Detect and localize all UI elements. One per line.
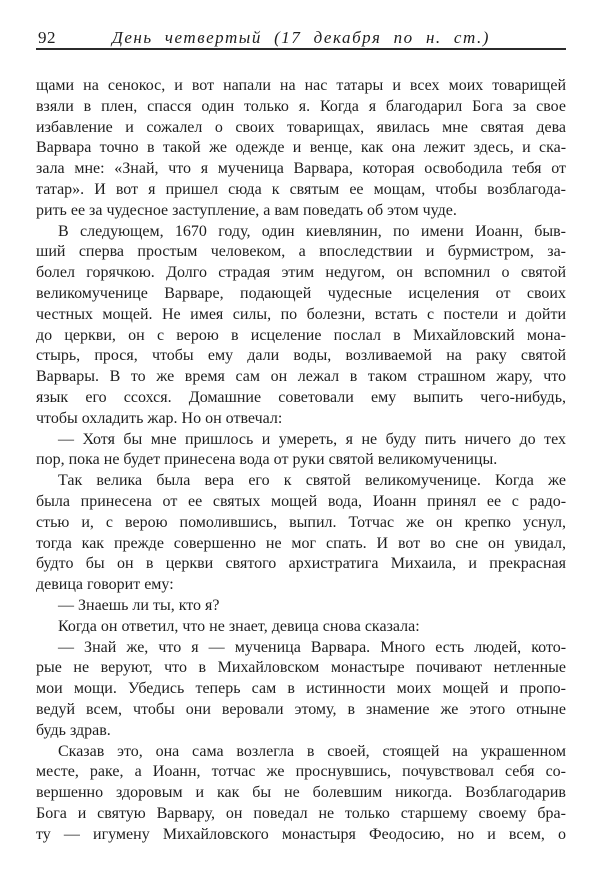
text-line-content: избавление и сожалел о своих товарищах, явилась мне святая дева <box>36 118 567 136</box>
text-line <box>36 554 566 575</box>
text-line-content: тогда как прежде совершенно не мог спать. И вот во сне он увидал, <box>36 534 566 552</box>
text-line <box>36 305 566 326</box>
text-line-content: стырь, прося, чтобы ему дали воды, возливаемой на раку святой <box>36 347 567 365</box>
paragraph <box>36 596 566 617</box>
text-line <box>36 596 566 617</box>
text-line <box>36 617 566 638</box>
text-line-content: до церкви, он с верою в исцеление послал в Михайловский мона- <box>36 326 567 344</box>
text-line <box>36 388 566 409</box>
text-line <box>36 201 566 222</box>
text-line-content: взяли в плен, спасся один только я. Когда я благодарил Бога за свое <box>36 97 566 115</box>
text-line <box>36 242 566 263</box>
text-line-content: ведуй всем, чтобы они веровали этому, в знамение же этого отныне <box>36 700 566 718</box>
text-line-content: Варвары. В то же время сам он лежал в таком страшном жару, что <box>36 368 567 386</box>
text-line-content: — Знай же, что я — мученица Варвара. Много есть людей, кото- <box>58 638 567 656</box>
text-line <box>36 742 566 763</box>
text-line-content: Так велика была вера его к святой великомученице. Когда же <box>58 472 567 490</box>
text-line-content: зала мне: «Знай, что я мученица Варвара, которая освободила тебя от <box>36 160 566 178</box>
text-line-content: вершенно здоровым и как бы не болевшим никогда. Возблагодарив <box>36 784 566 802</box>
text-line <box>36 513 566 534</box>
text-line <box>36 409 566 430</box>
text-line <box>36 658 566 679</box>
paragraph <box>36 617 566 638</box>
text-line <box>36 263 566 284</box>
text-line-content: будь здрав. <box>36 721 111 739</box>
text-line <box>36 97 566 118</box>
text-line-content: месте, раке, а Иоанн, тотчас же проснувшись, почувствовал себя со- <box>36 763 567 781</box>
text-line <box>36 450 566 471</box>
text-line <box>36 326 566 347</box>
text-line-content: татар». И вот я пришел сюда к святым ее мощам, чтобы возблагода- <box>36 180 566 198</box>
text-line <box>36 367 566 388</box>
text-line-content: — Знаешь ли ты, кто я? <box>58 596 220 614</box>
text-line-content: пор, пока не будет принесена вода от руки святой великомученицы. <box>36 451 498 469</box>
text-line-content: великомученице Варваре, подающей чудесные исцеления от своих <box>36 284 566 302</box>
text-line <box>36 783 566 804</box>
paragraph <box>36 471 566 596</box>
text-line-content: будто бы он в церкви святого архистратига Михаила, и прекрасная <box>36 555 566 573</box>
page-number: 92 <box>38 28 56 47</box>
text-line <box>36 679 566 700</box>
page-header <box>36 28 566 47</box>
text-line <box>36 700 566 721</box>
text-line-content: Варвара точно в такой же одежде и венце, как она лежит здесь, и ска- <box>36 139 567 157</box>
text-line-content: В следующем, 1670 году, один киевлянин, по имени Иоанн, быв- <box>58 222 566 240</box>
text-line-content: была принесена от ее святых мощей вода, Иоанн принял ее с радо- <box>36 492 567 510</box>
text-line-content: щами на сенокос, и вот напали на нас татары и всех моих товарищей <box>36 77 567 94</box>
text-line-content: девица говорит ему: <box>36 576 174 594</box>
text-line-content: Когда он ответил, что не знает, девица снова сказала: <box>58 617 420 635</box>
text-line <box>36 430 566 451</box>
text-line-content: Сказав это, она сама возлегла в своей, стоящей на украшенном <box>58 742 566 760</box>
text-line-content: язык его ссохся. Домашние советовали ему выпить чего-нибудь, <box>36 388 566 406</box>
text-line-content: болел горячкою. Долго страдая этим недугом, он вспомнил о святой <box>36 264 567 282</box>
text-line <box>36 721 566 742</box>
text-line <box>36 138 566 159</box>
text-line <box>36 762 566 783</box>
text-line <box>36 284 566 305</box>
paragraph <box>36 430 566 472</box>
paragraph <box>36 222 566 430</box>
text-line-content: рить ее за чудесное заступление, а вам поведать об этом чуде. <box>36 201 457 219</box>
text-line <box>36 159 566 180</box>
text-line <box>36 222 566 243</box>
text-line <box>36 471 566 492</box>
text-line-content: Бога и святую Варвару, он поведал не только старшему своему бра- <box>36 804 566 822</box>
text-line <box>36 180 566 201</box>
text-line-content: мои мощи. Убедись теперь сам в истинности моих мощей и пропо- <box>36 680 566 698</box>
text-line-content: ший сперва простым человеком, а впоследствии и бурмистром, за- <box>36 243 567 261</box>
text-line <box>36 575 566 596</box>
text-line <box>36 638 566 659</box>
text-line <box>36 804 566 825</box>
text-line <box>36 76 566 97</box>
page-body <box>36 76 566 845</box>
text-line-content: — Хотя бы мне пришлось и умереть, я не буду пить ничего до тех <box>58 430 567 448</box>
text-line-content: чтобы охладить жар. Но он отвечал: <box>36 409 283 427</box>
running-title: День четвертый (17 декабря по н. ст.) <box>112 28 490 47</box>
text-line <box>36 825 566 846</box>
text-line <box>36 346 566 367</box>
text-line-content: рые не веруют, что в Михайловском монастыре почивают нетленные <box>36 659 566 677</box>
paragraph <box>36 742 566 846</box>
text-line <box>36 492 566 513</box>
header-rule <box>36 48 566 50</box>
text-line <box>36 118 566 139</box>
text-line <box>36 534 566 555</box>
text-line-content: ту — игумену Михайловского монастыря Феодосию, но и всем, о <box>36 825 567 843</box>
text-line-content: честных мощей. Не имея силы, по болезни, встать с постели и дойти <box>36 305 567 323</box>
text-line-content: стью и, с верою помолившись, выпил. Тотчас же он крепко уснул, <box>36 513 566 531</box>
paragraph <box>36 638 566 742</box>
paragraph <box>36 76 566 222</box>
